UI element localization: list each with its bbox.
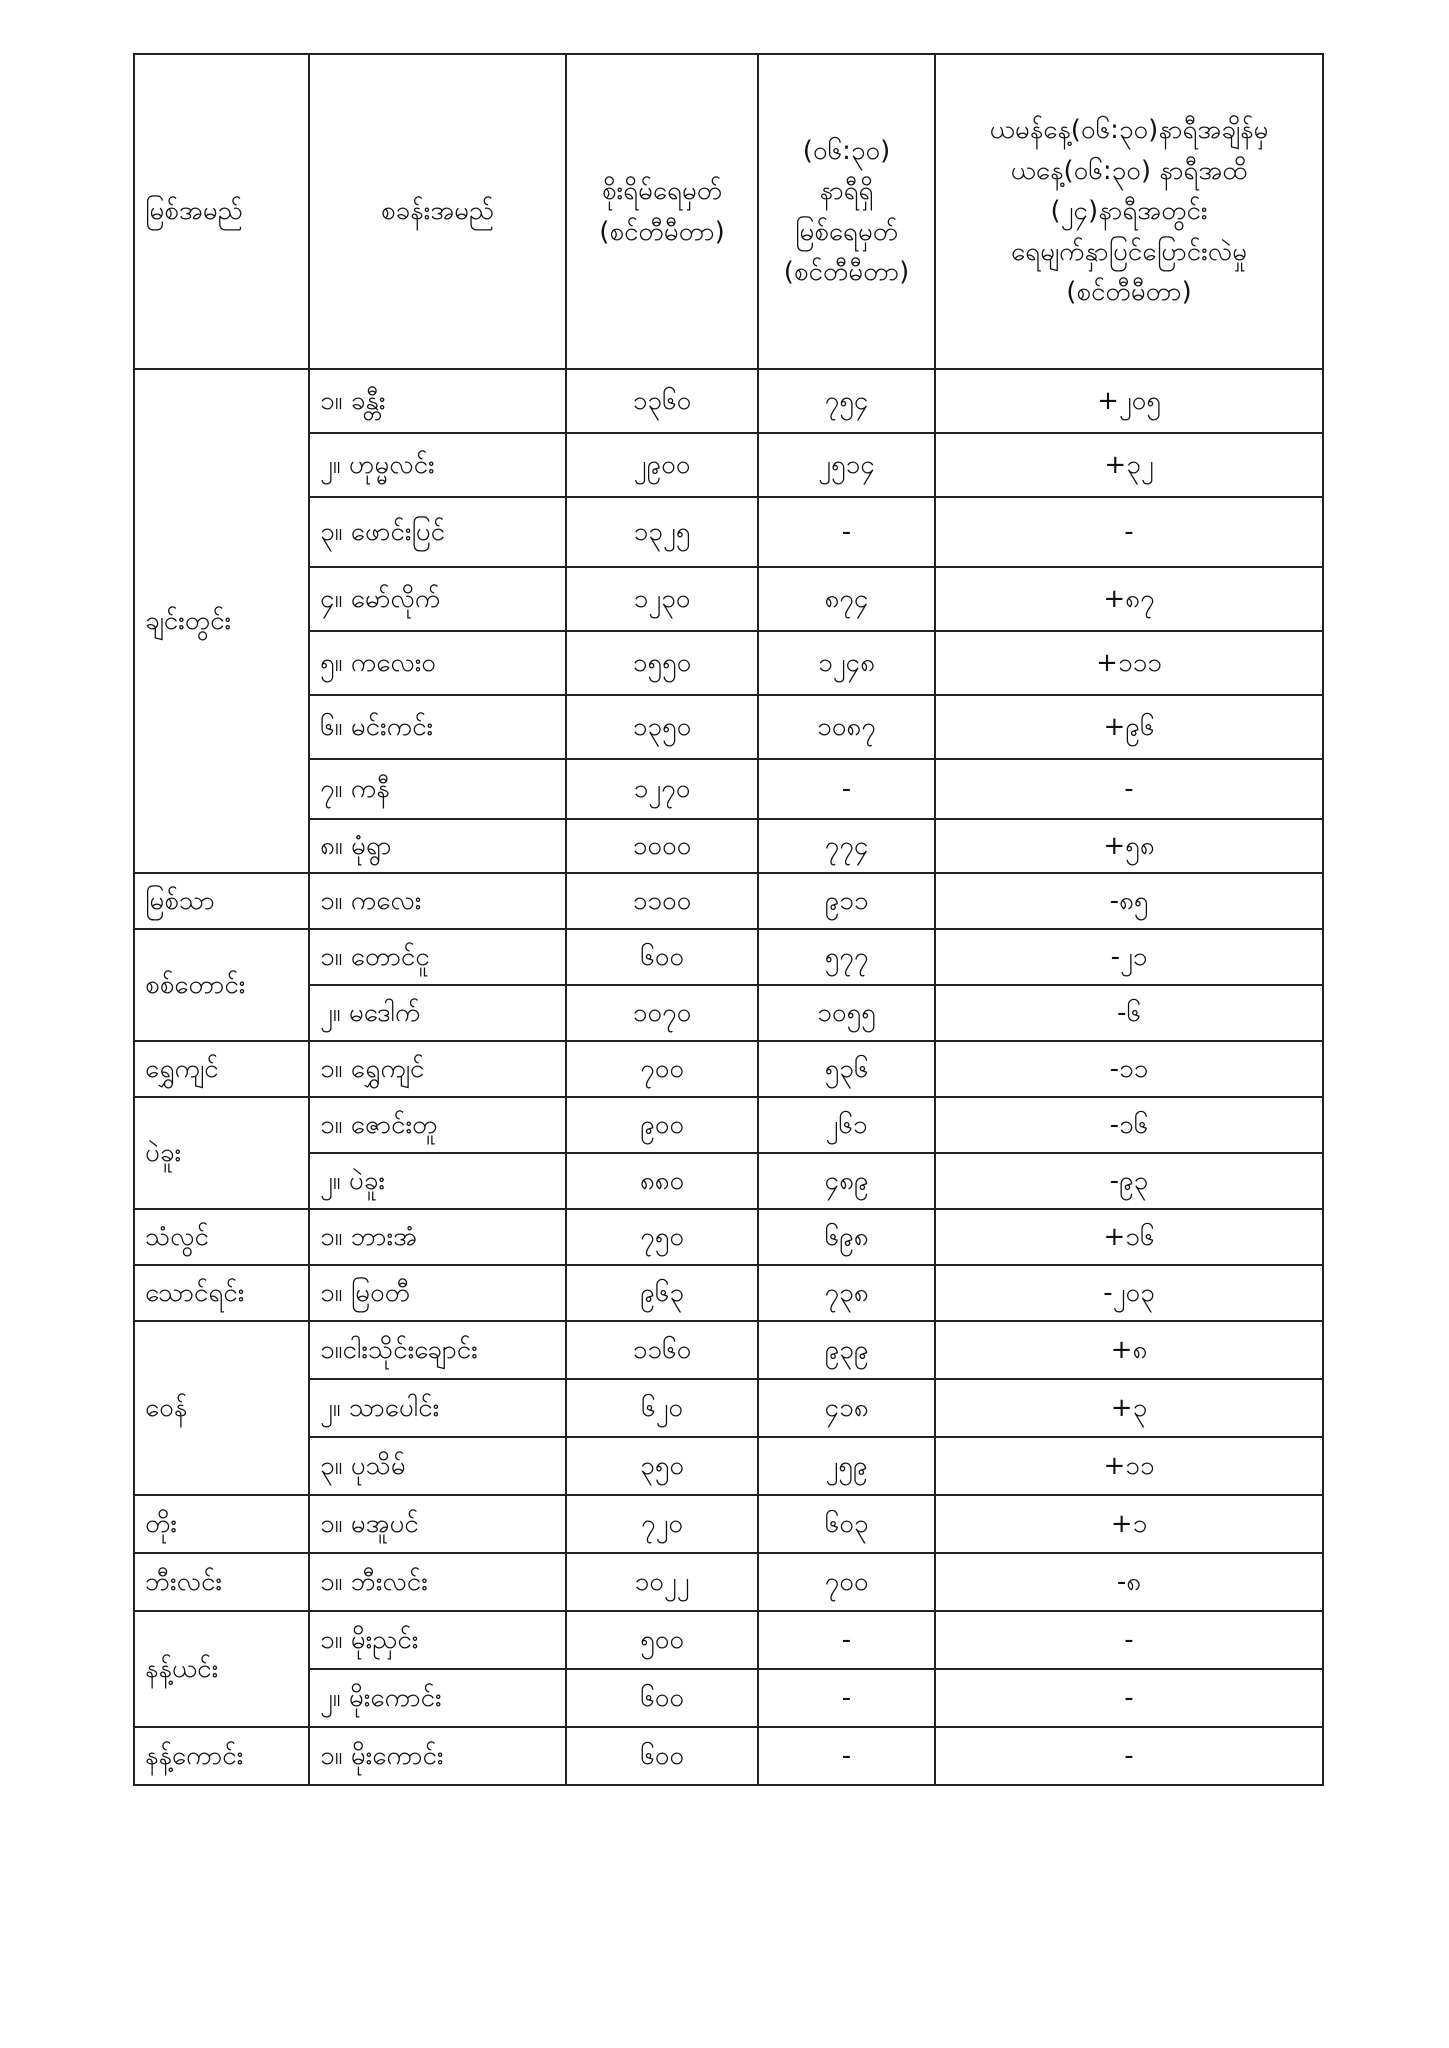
- current-level-cell: ၂၅၁၄: [758, 433, 935, 497]
- river-name-cell: ချင်းတွင်း: [134, 369, 309, 873]
- river-name-cell: သံလွင်: [134, 1209, 309, 1265]
- station-name-cell: ၁။ ဘီးလင်း: [309, 1553, 566, 1611]
- danger-level-cell: ၁၀၀၀: [566, 819, 758, 873]
- table-row: [134, 1041, 1323, 1097]
- header-river-name: မြစ်အမည်: [134, 54, 309, 369]
- river-name-cell: သောင်ရင်း: [134, 1265, 309, 1321]
- header-line: ယနေ့(၀၆:၃၀) နာရီအထိ: [1010, 155, 1248, 186]
- current-level-cell: ၅၇၇: [758, 929, 935, 985]
- station-name-cell: ၁။ မြဝတီ: [309, 1265, 566, 1321]
- header-line: ယမန်နေ့(၀၆:၃၀)နာရီအချိန်မှ: [989, 115, 1269, 146]
- current-level-cell: -: [758, 759, 935, 819]
- danger-level-cell: ၈၈၀: [566, 1153, 758, 1209]
- current-level-cell: ၁၀၈၇: [758, 695, 935, 759]
- danger-level-cell: ၁၂၇၀: [566, 759, 758, 819]
- station-name-cell: ၄။ မော်လိုက်: [309, 567, 566, 631]
- table-row: [134, 759, 1323, 819]
- river-name-cell: မြစ်သာ: [134, 873, 309, 929]
- table-row: [134, 1611, 1323, 1669]
- table-header-row: [134, 54, 1323, 369]
- table-row: [134, 1265, 1323, 1321]
- level-change-cell: +၅၈: [935, 819, 1323, 873]
- river-name-cell: ပဲခူး: [134, 1097, 309, 1209]
- current-level-cell: ၁၀၅၅: [758, 985, 935, 1041]
- level-change-cell: +၂၀၅: [935, 369, 1323, 433]
- header-line: ရေမျက်နှာပြင်ပြောင်းလဲမှု: [1011, 236, 1247, 267]
- danger-level-cell: ၃၅၀: [566, 1437, 758, 1495]
- table-row: [134, 1321, 1323, 1379]
- level-change-cell: +၉၆: [935, 695, 1323, 759]
- level-change-cell: +၈: [935, 1321, 1323, 1379]
- table-row: [134, 1153, 1323, 1209]
- current-level-cell: -: [758, 1611, 935, 1669]
- river-name-cell: နန့်ကောင်း: [134, 1727, 309, 1785]
- level-change-cell: +၈၇: [935, 567, 1323, 631]
- station-name-cell: ၁။ တောင်ငူ: [309, 929, 566, 985]
- table-row: [134, 1097, 1323, 1153]
- level-change-cell: -၂၁: [935, 929, 1323, 985]
- danger-level-cell: ၂၉၀၀: [566, 433, 758, 497]
- station-name-cell: ၁။ငါးသိုင်းချောင်း: [309, 1321, 566, 1379]
- current-level-cell: -: [758, 1727, 935, 1785]
- current-level-cell: ၆၉၈: [758, 1209, 935, 1265]
- level-change-cell: -: [935, 1727, 1323, 1785]
- current-level-cell: ၈၇၄: [758, 567, 935, 631]
- level-change-cell: -: [935, 759, 1323, 819]
- table-row: [134, 631, 1323, 695]
- danger-level-cell: ၇၂၀: [566, 1495, 758, 1553]
- header-danger-level: [566, 54, 758, 369]
- header-line: မြစ်ရေမှတ်: [794, 216, 899, 247]
- current-level-cell: ၇၀၀: [758, 1553, 935, 1611]
- current-level-cell: ၁၂၄၈: [758, 631, 935, 695]
- level-change-cell: +၁၆: [935, 1209, 1323, 1265]
- current-level-cell: ၂၅၉: [758, 1437, 935, 1495]
- level-change-cell: -: [935, 497, 1323, 567]
- level-change-cell: +၃၂: [935, 433, 1323, 497]
- header-line: (စင်တီမီတာ): [1066, 277, 1192, 308]
- current-level-cell: ၆၀၃: [758, 1495, 935, 1553]
- level-change-cell: -၆: [935, 985, 1323, 1041]
- table-row: [134, 819, 1323, 873]
- danger-level-cell: ၁၀၇၀: [566, 985, 758, 1041]
- station-name-cell: ၈။ မုံရွာ: [309, 819, 566, 873]
- level-change-cell: -၁၁: [935, 1041, 1323, 1097]
- station-name-cell: ၃။ ဖောင်းပြင်: [309, 497, 566, 567]
- station-name-cell: ၂။ ပဲခူး: [309, 1153, 566, 1209]
- current-level-cell: ၄၁၈: [758, 1379, 935, 1437]
- table-row: [134, 695, 1323, 759]
- danger-level-cell: ၉၀၀: [566, 1097, 758, 1153]
- current-level-cell: ၉၃၉: [758, 1321, 935, 1379]
- table-row: [134, 369, 1323, 433]
- level-change-cell: -၂၀၃: [935, 1265, 1323, 1321]
- river-name-cell: ဝေန်: [134, 1321, 309, 1495]
- station-name-cell: ၁။ ဘားအံ: [309, 1209, 566, 1265]
- header-current-level: [758, 54, 935, 369]
- station-name-cell: ၁။ ရွှေကျင်: [309, 1041, 566, 1097]
- header-station-name: စခန်းအမည်: [309, 54, 566, 369]
- river-level-table-container: [133, 53, 1322, 1786]
- river-level-table: [133, 53, 1324, 1786]
- table-row: [134, 929, 1323, 985]
- station-name-cell: ၃။ ပုသိမ်: [309, 1437, 566, 1495]
- station-name-cell: ၁။ မိုးကောင်း: [309, 1727, 566, 1785]
- table-body: [134, 369, 1323, 1785]
- danger-level-cell: ၁၁၆၀: [566, 1321, 758, 1379]
- table-row: [134, 873, 1323, 929]
- level-change-cell: +၃: [935, 1379, 1323, 1437]
- danger-level-cell: ၉၆၃: [566, 1265, 758, 1321]
- current-level-cell: ၂၆၁: [758, 1097, 935, 1153]
- station-name-cell: ၁။ မိုးညှင်း: [309, 1611, 566, 1669]
- danger-level-cell: ၆၂၀: [566, 1379, 758, 1437]
- river-name-cell: တိုး: [134, 1495, 309, 1553]
- danger-level-cell: ၁၂၃၀: [566, 567, 758, 631]
- level-change-cell: -၈: [935, 1553, 1323, 1611]
- station-name-cell: ၂။ သာပေါင်း: [309, 1379, 566, 1437]
- current-level-cell: ၅၃၆: [758, 1041, 935, 1097]
- table-row: [134, 1209, 1323, 1265]
- danger-level-cell: ၁၀၂၂: [566, 1553, 758, 1611]
- danger-level-cell: ၅၀၀: [566, 1611, 758, 1669]
- table-row: [134, 1669, 1323, 1727]
- current-level-cell: ၉၁၁: [758, 873, 935, 929]
- table-row: [134, 1553, 1323, 1611]
- table-row: [134, 985, 1323, 1041]
- danger-level-cell: ၇၀၀: [566, 1041, 758, 1097]
- river-name-cell: စစ်တောင်း: [134, 929, 309, 1041]
- header-line: (၂၄)နာရီအတွင်း: [1050, 196, 1208, 227]
- station-name-cell: ၁။ ဇောင်းတူ: [309, 1097, 566, 1153]
- table-row: [134, 1379, 1323, 1437]
- level-change-cell: -၈၅: [935, 873, 1323, 929]
- station-name-cell: ၁။ ကလေး: [309, 873, 566, 929]
- header-line: (၀၆:၃၀): [802, 135, 891, 166]
- station-name-cell: ၇။ ကနီ: [309, 759, 566, 819]
- station-name-cell: ၅။ ကလေးဝ: [309, 631, 566, 695]
- station-name-cell: ၁။ ခန္တီး: [309, 369, 566, 433]
- header-line: (စင်တီမီတာ): [783, 257, 910, 287]
- table-row: [134, 1727, 1323, 1785]
- station-name-cell: ၂။ မိုးကောင်း: [309, 1669, 566, 1727]
- current-level-cell: -: [758, 1669, 935, 1727]
- current-level-cell: ၇၅၄: [758, 369, 935, 433]
- level-change-cell: +၁၁၁: [935, 631, 1323, 695]
- danger-level-cell: ၆၀၀: [566, 1727, 758, 1785]
- header-level-change: [935, 54, 1323, 369]
- current-level-cell: ၄၈၉: [758, 1153, 935, 1209]
- header-line: စိုးရိမ်ရေမှတ်: [601, 176, 723, 206]
- danger-level-cell: ၆၀၀: [566, 1669, 758, 1727]
- river-name-cell: နန့်ယင်း: [134, 1611, 309, 1727]
- level-change-cell: -၉၃: [935, 1153, 1323, 1209]
- header-line: နာရီရှိ: [819, 176, 874, 206]
- river-name-cell: ဘီးလင်း: [134, 1553, 309, 1611]
- station-name-cell: ၁။ မအူပင်: [309, 1495, 566, 1553]
- level-change-cell: -၁၆: [935, 1097, 1323, 1153]
- level-change-cell: -: [935, 1669, 1323, 1727]
- level-change-cell: +၁၁: [935, 1437, 1323, 1495]
- current-level-cell: ၇၇၄: [758, 819, 935, 873]
- danger-level-cell: ၁၃၂၅: [566, 497, 758, 567]
- station-name-cell: ၆။ မင်းကင်း: [309, 695, 566, 759]
- river-name-cell: ရွှေကျင်: [134, 1041, 309, 1097]
- station-name-cell: ၂။ ဟုမ္မလင်း: [309, 433, 566, 497]
- station-name-cell: ၂။ မဒေါက်: [309, 985, 566, 1041]
- level-change-cell: -: [935, 1611, 1323, 1669]
- table-row: [134, 433, 1323, 497]
- current-level-cell: ၇၃၈: [758, 1265, 935, 1321]
- table-row: [134, 497, 1323, 567]
- danger-level-cell: ၁၅၅၀: [566, 631, 758, 695]
- danger-level-cell: ၁၃၆၀: [566, 369, 758, 433]
- table-row: [134, 1437, 1323, 1495]
- current-level-cell: -: [758, 497, 935, 567]
- level-change-cell: +၁: [935, 1495, 1323, 1553]
- table-row: [134, 567, 1323, 631]
- danger-level-cell: ၁၃၅၀: [566, 695, 758, 759]
- danger-level-cell: ၇၅၀: [566, 1209, 758, 1265]
- header-line: (စင်တီမီတာ): [599, 216, 725, 247]
- danger-level-cell: ၁၁၀၀: [566, 873, 758, 929]
- table-row: [134, 1495, 1323, 1553]
- danger-level-cell: ၆၀၀: [566, 929, 758, 985]
